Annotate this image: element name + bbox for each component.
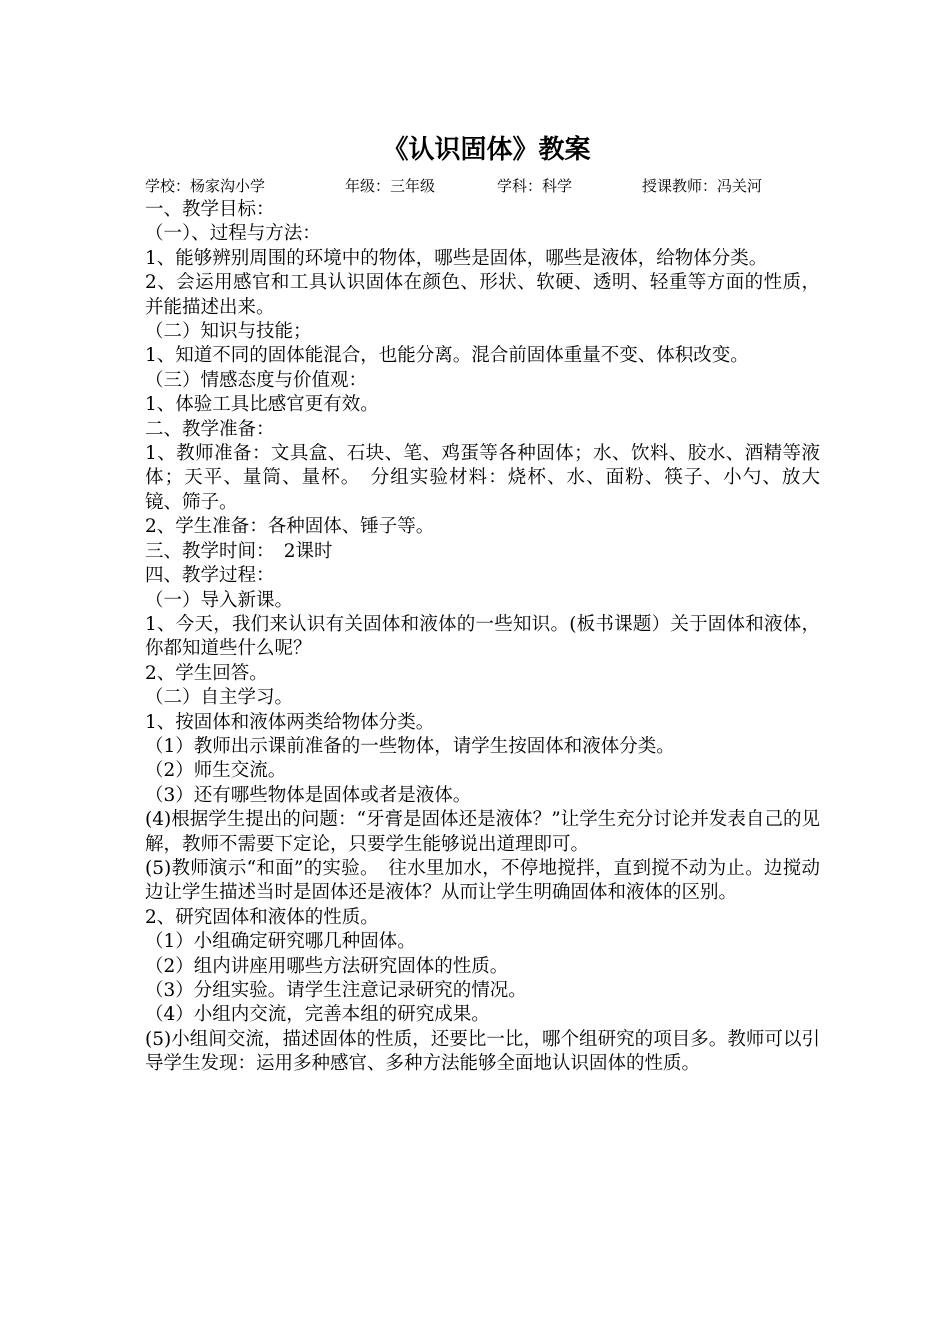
paragraph: 2、研究固体和液体的性质。 (145, 906, 379, 928)
paragraph: （二）自主学习。 (145, 687, 294, 709)
meta-teacher: 授课教师：冯关河 (642, 177, 763, 195)
paragraph: 四、教学过程： (145, 565, 275, 587)
paragraph: (5)小组间交流，描述固体的性质，还要比一比，哪个组研究的项目多。教师可以引导学生发现：运用多种感官、多种方法能够全面地认识固体的性质。 (145, 1028, 820, 1075)
document-title: 《认识固体》教案 (382, 135, 591, 165)
paragraph: （1）教师出示课前准备的一些物体，请学生按固体和液体分类。 (145, 735, 675, 757)
document-page (145, 130, 820, 1077)
paragraph: 1、按固体和液体两类给物体分类。 (145, 711, 435, 733)
paragraph: （2）师生交流。 (145, 760, 287, 782)
paragraph: （2）组内讲座用哪些方法研究固体的性质。 (145, 955, 509, 977)
paragraph: 2、会运用感官和工具认识固体在颜色、形状、软硬、透明、轻重等方面的性质，并能描述出来。 (145, 272, 820, 318)
paragraph: （二）知识与技能； (145, 321, 312, 343)
meta-school: 学校：杨家沟小学 (145, 177, 266, 195)
paragraph: （一）导入新课。 (145, 589, 294, 611)
meta-subject: 学科：科学 (497, 177, 573, 195)
paragraph: 1、今天，我们来认识有关固体和液体的一些知识。(板书课题）关于固体和液体，你都知道些什么呢？ (145, 613, 820, 660)
document-body (145, 198, 820, 1077)
paragraph: 2、学生准备：各种固体、锤子等。 (145, 516, 435, 538)
paragraph: (5)教师演示“和面”的实验。 往水里加水，不停地搅拌，直到搅不动为止。边搅动边让学生描述当时是固体还是液体？从而让学生明确固体和液体的区别。 (145, 857, 820, 904)
paragraph: （1）小组确定研究哪几种固体。 (145, 931, 416, 953)
paragraph: 2、学生回答。 (145, 662, 268, 684)
paragraph: 1、知道不同的固体能混合，也能分离。混合前固体重量不变、体积改变。 (145, 345, 749, 367)
paragraph: 二、教学准备： (145, 418, 275, 440)
paragraph: 三、教学时间： 2课时 (145, 540, 333, 562)
paragraph: （3）还有哪些物体是固体或者是液体。 (145, 784, 472, 806)
document-meta (145, 174, 820, 198)
paragraph: （3）分组实验。请学生注意记录研究的情况。 (145, 980, 527, 1001)
paragraph: 1、能够辨别周围的环境中的物体，哪些是固体，哪些是液体，给物体分类。 (145, 247, 768, 269)
paragraph: 1、教师准备：文具盒、石块、笔、鸡蛋等各种固体；水、饮料、胶水、酒精等液体；天平、量筒、量杯。 分组实验材料：烧杯、水、面粉、筷子、小勺、放大镜、筛子。 (145, 443, 820, 513)
paragraph: （三）情感态度与价值观： (145, 369, 368, 391)
meta-grade: 年级：三年级 (345, 177, 436, 195)
paragraph: （一）、过程与方法： (145, 223, 321, 245)
paragraph: （4）小组内交流，完善本组的研究成果。 (145, 1004, 490, 1026)
paragraph: 一、教学目标： (145, 199, 275, 220)
paragraph: 1、体验工具比感官更有效。 (145, 394, 379, 416)
paragraph: (4)根据学生提出的问题：“牙膏是固体还是液体？”让学生充分讨论并发表自己的见解，教师不需要下定论，只要学生能够说出道理即可。 (145, 809, 820, 855)
